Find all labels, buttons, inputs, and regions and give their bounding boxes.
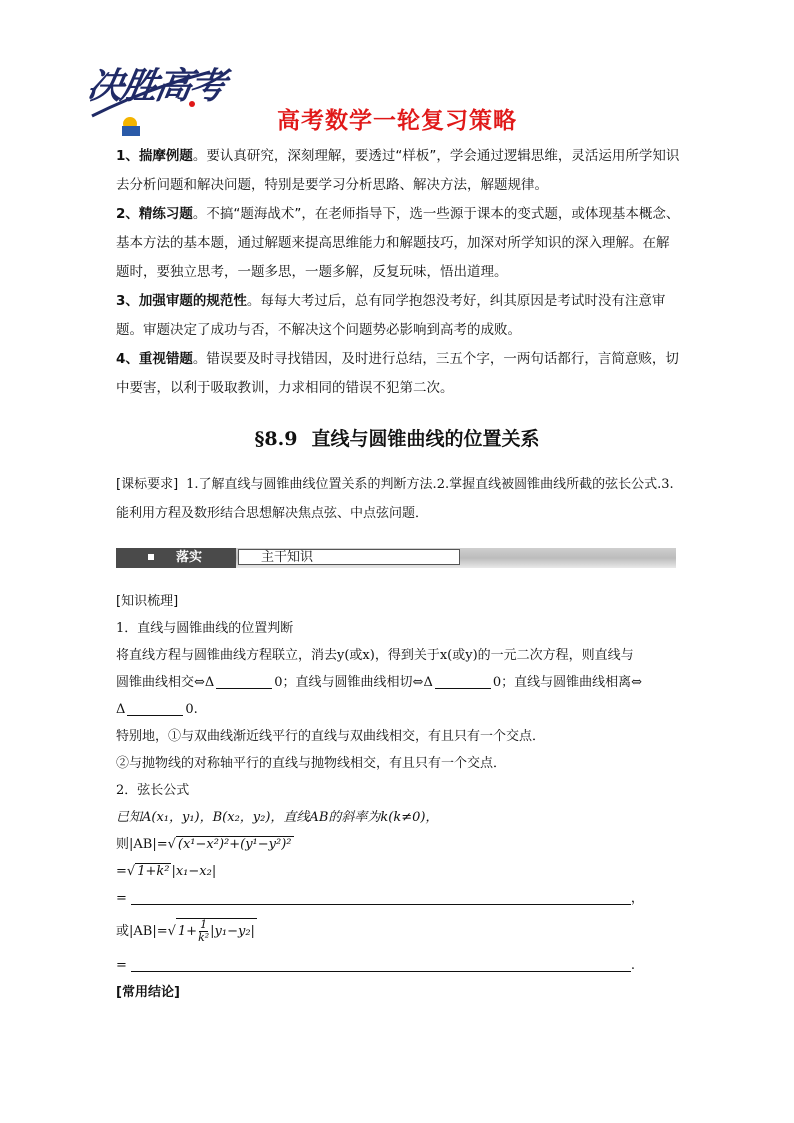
item1-title: 1．直线与圆锥曲线的位置判断: [116, 621, 294, 636]
strategy-item: 1、揣摩例题。要认真研究，深刻理解，要透过“样板”，学会通过逻辑思维，灵活运用所学知识去分析问题和解决问题，特别是要学习分析思路、解决方法，解题规律。: [116, 148, 680, 193]
item1-line2: 圆锥曲线相交⇔Δ 0；直线与圆锥曲线相切⇔Δ 0；直线与圆锥曲线相离⇔: [116, 675, 643, 690]
knowledge-tag: [知识梳理]: [116, 594, 179, 609]
item2-title: 2．弦长公式: [116, 783, 190, 798]
requirement-tag: [课标要求]: [116, 477, 179, 492]
answer-line[interactable]: [131, 957, 631, 972]
requirement-text: 1.了解直线与圆锥曲线位置关系的判断方法.2.掌握直线被圆锥曲线所截的弦长公式.3.能利用方程及数形结合思想解决焦点弦、中点弦问题．: [116, 477, 674, 521]
item1-line3: Δ 0.: [116, 702, 198, 717]
formula-5: = .: [116, 958, 636, 973]
strategy-item: 4、重视错题。错误要及时寻找错因，及时进行总结，三五个字，一两句话都行，言简意赅，切中要害，以利于吸取教训，力求相同的错误不犯第二次。: [116, 351, 679, 396]
strategy-item: 3、加强审题的规范性。每每大考过后，总有同学抱怨没考好，纠其原因是考试时没有注意审题。审题决定了成功与否，不解决这个问题势必影响到高考的成败。: [116, 293, 666, 338]
knowledge-body: [116, 588, 680, 1006]
square-bullet-icon: [148, 554, 154, 560]
special-note-2: ②与抛物线的对称轴平行的直线与抛物线相交，有且只有一个交点．: [116, 756, 507, 771]
answer-blank[interactable]: [435, 674, 491, 689]
banner-dark-label: 落实: [116, 548, 236, 568]
formula-1: 则|AB|=√ (x¹−x²)²+(y¹−y²)²: [116, 837, 292, 852]
logo-text: 决胜高考: [83, 66, 228, 107]
special-note-1: 特别地，①与双曲线渐近线平行的直线与双曲线相交，有且只有一个交点．: [116, 729, 546, 744]
answer-blank[interactable]: [216, 674, 272, 689]
common-conclusion-tag: [常用结论]: [116, 985, 180, 1000]
curriculum-requirement: [116, 470, 680, 528]
banner-light-label: 主干知识: [238, 549, 460, 565]
formula-4: 或|AB|=√ 1+ $\frac{1}{\text{k²}}$ |y₁−y₂|: [116, 918, 255, 944]
strategy-list: [116, 142, 680, 403]
main-title: 高考数学一轮复习策略: [277, 108, 517, 134]
formula-3: = ，: [116, 891, 644, 906]
section-number: §8.9: [254, 428, 298, 450]
formula-2: =√ 1+k² |x₁−x₂|: [116, 864, 217, 879]
strategy-item: 2、精练习题。不搞“题海战术”，在老师指导下，选一些源于课本的变式题，或体现基本概念、基本方法的基本题，通过解题来提高思维能力和解题技巧，加深对所学知识的深入理解。在解题时，要独立思考，一题多思，一题多解，反复玩味，悟出道理。: [116, 206, 680, 280]
item2-line1: 已知A(x₁，y₁)，B(x₂，y₂)，直线AB的斜率为k(k≠0)，: [116, 810, 439, 825]
section-banner: [116, 548, 676, 568]
section-heading: 直线与圆锥曲线的位置关系: [311, 428, 540, 450]
answer-blank[interactable]: [127, 701, 183, 716]
section-title: [0, 424, 794, 451]
item1-line1: 将直线方程与圆锥曲线方程联立，消去y(或x)，得到关于x(或y)的一元二次方程，则直线与: [116, 648, 634, 663]
answer-line[interactable]: [131, 890, 631, 905]
